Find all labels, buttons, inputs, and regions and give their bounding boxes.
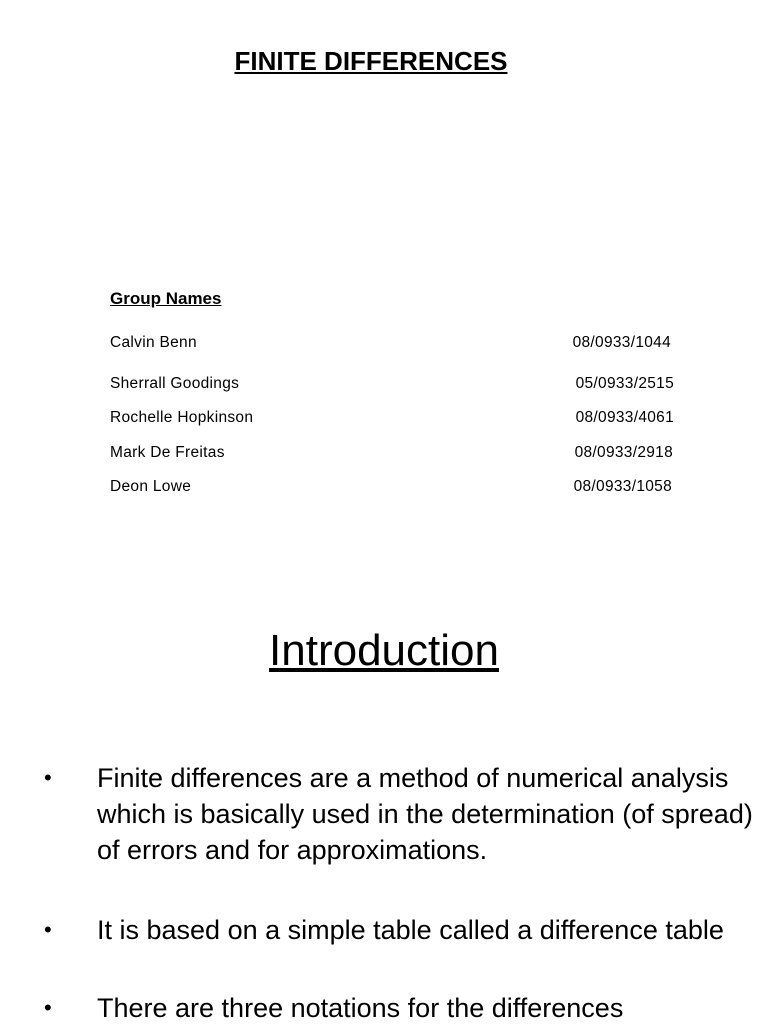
- member-id: 08/0933/2918: [574, 444, 673, 461]
- group-names-heading: Group Names: [110, 289, 222, 308]
- bullet-text: There are three notations for the differences: [97, 993, 624, 1023]
- bullet-list: [0, 760, 768, 1026]
- bullet-dot-icon: •: [44, 995, 52, 1020]
- bullet-dot-icon: •: [44, 917, 52, 942]
- member-row: [110, 332, 676, 354]
- member-row: [110, 373, 676, 395]
- member-name: Calvin Benn: [110, 334, 197, 351]
- member-row: [110, 442, 676, 464]
- member-name: Deon Lowe: [110, 478, 192, 495]
- member-name: Sherrall Goodings: [110, 375, 240, 392]
- bullet-dot-icon: •: [44, 765, 52, 790]
- member-id: 05/0933/2515: [575, 375, 674, 392]
- member-row: [110, 476, 676, 498]
- member-name: Mark De Freitas: [110, 444, 225, 461]
- bullet-text: Finite differences are a method of numerical analysis which is basically used in the determination (of spread) of errors and for approximations.: [97, 763, 753, 865]
- member-name: Rochelle Hopkinson: [110, 409, 254, 426]
- bullet-text: It is based on a simple table called a difference table: [97, 915, 724, 945]
- member-row: [110, 407, 676, 429]
- bullet-item: [0, 760, 768, 904]
- member-id: 08/0933/4061: [575, 409, 674, 426]
- section-heading-introduction: Introduction: [269, 626, 499, 675]
- document-title: FINITE DIFFERENCES: [234, 46, 508, 76]
- member-id: 08/0933/1058: [573, 478, 672, 495]
- bullet-item: [0, 990, 768, 1026]
- bullet-item: [0, 912, 768, 990]
- member-id: 08/0933/1044: [572, 334, 671, 351]
